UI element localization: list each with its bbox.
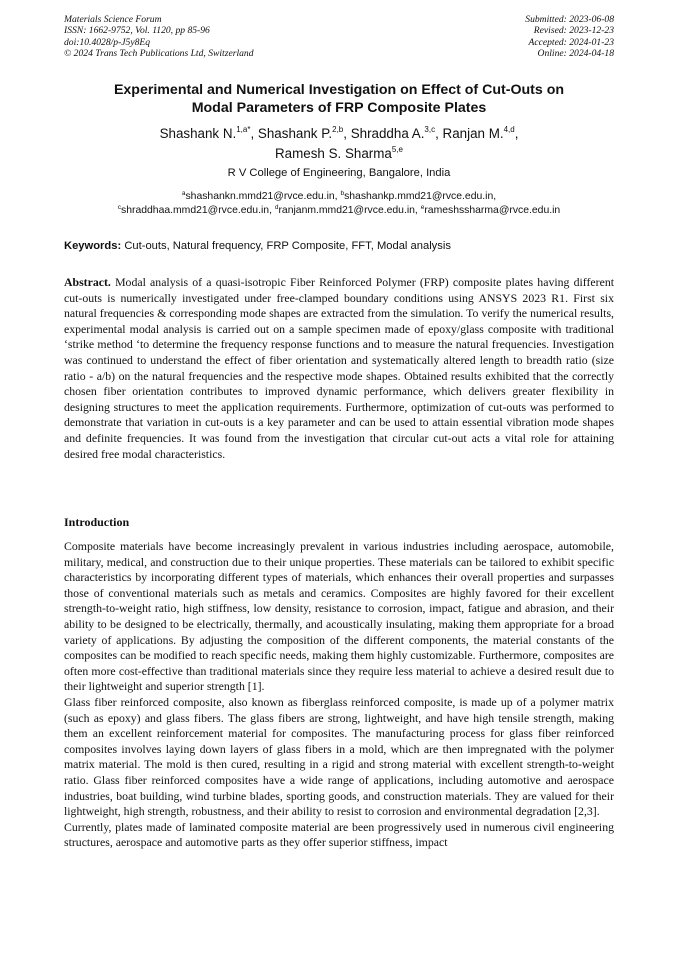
author-sup: 2,b — [332, 125, 344, 134]
date-submitted: Submitted: 2023-06-08 — [525, 14, 614, 25]
email-link[interactable]: shashankp.mmd21@rvce.edu.in — [344, 191, 494, 202]
email-link[interactable]: rameshssharma@rvce.edu.in — [424, 205, 561, 216]
author-name: Ranjan M. — [442, 126, 504, 141]
affiliation: R V College of Engineering, Bangalore, India — [227, 167, 451, 179]
abstract — [64, 275, 614, 462]
keywords — [64, 239, 616, 253]
author-name: Shashank P. — [257, 126, 333, 141]
abstract-text: Modal analysis of a quasi-isotropic Fiber Reinforced Polymer (FRP) composite plates having different cut-outs is numerically investigated under free-clamped boundary conditions using ANSYS 2023 R1. First six natural frequencies & corresponding mode shapes are extracted from the simulation. To verify the numerical results, experimental modal analysis is carried out on a sample specimen made of epoxy/glass composite with traditional ‘strike method ‘to determine the frequency response functions and to measure the natural frequencies. Investigation was continued to understand the effect of fiber orientation and systematically altered length to breadth ratio (size ratio - a/b) on the natural frequencies and the respective mode shapes. Obtained results exhibited that the correctly chosen fiber orientation contributes to improved dynamic performance, which delivers greater flexibility in designing structures to meet the application requirements. Furthermore, optimization of cut-outs was performed to demonstrate that variation in cut-outs is a key parameter and can be used to attain essential vibration mode shapes and definite frequencies. It was found from the investigation that circular cut-out acts a vital role for attaining desired free modal characteristics. — [64, 275, 615, 461]
email-line-2: $^c$shraddhaa.mmd21@rvce.edu.in, $^d$ranjanm.mmd21@rvce.edu.in, $^e$rameshssharma@rvce.edu.in — [117, 204, 561, 216]
keywords-text: Cut-outs, Natural frequency, FRP Composite, FFT, Modal analysis — [124, 240, 451, 252]
author-name: Shraddha A. — [350, 126, 425, 141]
email-link[interactable]: shraddhaa.mmd21@rvce.edu.in — [121, 205, 270, 216]
author-name: Shashank N. — [159, 126, 237, 141]
journal-issn: ISSN: 1662-9752, Vol. 1120, pp 85-96 — [64, 25, 210, 37]
introduction-body — [64, 539, 614, 851]
publication-dates — [525, 14, 614, 60]
author-line-1: Shashank N.$^{1,a*}$, Shashank P.$^{2,b}$, Shraddha A.$^{3,c}$, Ranjan M.$^{4,d}$, — [159, 125, 519, 141]
author-sup: 4,d — [503, 125, 515, 134]
journal-name: Materials Science Forum — [64, 14, 162, 25]
email-link[interactable]: shashankn.mmd21@rvce.edu.in — [185, 191, 335, 202]
date-online: Online: 2024-04-18 — [537, 48, 614, 60]
section-heading-introduction: Introduction — [64, 515, 130, 529]
paper-title — [40, 81, 638, 117]
paragraph: Glass fiber reinforced composite, also known as fiberglass reinforced composite, is made up of a polymer matrix (such as epoxy) and glass fibers. The glass fibers are strong, lightweight, and have high tensile strength, making them an excellent reinforcement material for composites. The manufacturing process for glass fiber reinforced composites involves laying down layers of glass fibers in a mold, which are then impregnated with the polymer matrix material. The mold is then cured, resulting in a rigid and strong material with excellent strength-to-weight ratio. Glass fiber reinforced composites have a wide range of applications, including automotive and aerospace industries, boat building, wind turbine blades, sporting goods, and construction materials. They are valued for their lightweight, high strength, robustness, and their ability to resist to corrosion and environmental degradation [2,3]. — [64, 694, 614, 819]
title-line-1: Experimental and Numerical Investigation on Effect of Cut-Outs on — [113, 82, 565, 98]
journal-copyright: © 2024 Trans Tech Publications Ltd, Switzerland — [64, 48, 254, 60]
date-revised: Revised: 2023-12-23 — [533, 25, 614, 37]
abstract-label: Abstract. — [64, 275, 111, 289]
email-link[interactable]: ranjanm.mmd21@rvce.edu.in — [278, 205, 415, 216]
author-line-2 — [40, 144, 638, 164]
author-emails — [40, 190, 638, 218]
author-sup: 1,a* — [236, 125, 251, 134]
paragraph: Composite materials have become increasingly prevalent in various industries including aerospace, automobile, military, medical, and construction due to their unique properties. These materials can be tailored to exhibit specific characteristics by incorporating different types of materials, which enhances their overall properties and surpasses those of conventional materials such as metals and ceramics. Composites are highly favored for their excellent strength-to-weight ratio, high stiffness, low density, resistance to corrosion, impact, fatigue and abrasion, and their ability to be designed to be electrically, thermally, and acoustically insulating, making them appropriate for a broad variety of applications. By adjusting the composition of the different components, the material constants of the composites can be modified to reach specific needs, making them highly customizable. Furthermore, composites are often more cost-effective than traditional materials since they require less material to achieve a desired result due to their lightweight and superior strength [1]. — [64, 539, 614, 694]
author-name: Ramesh S. Sharma — [275, 145, 392, 161]
title-line-2: Modal Parameters of FRP Composite Plates — [191, 100, 487, 116]
journal-info — [64, 14, 254, 60]
author-sup: 3,c — [424, 125, 436, 134]
date-accepted: Accepted: 2024-01-23 — [528, 36, 614, 48]
email-line-1: $^a$shashankn.mmd21@rvce.edu.in, $^b$shashankp.mmd21@rvce.edu.in, — [181, 190, 497, 202]
keywords-label: Keywords: — [64, 240, 122, 252]
journal-doi: doi:10.4028/p-J5y8Eq — [64, 36, 151, 48]
author-sup: 5,e — [391, 144, 403, 154]
paragraph: Currently, plates made of laminated composite material are been progressively used in numerous civil engineering structures, aerospace and automotive parts as they offer superior stiffness, impact — [64, 819, 614, 850]
author-list — [40, 124, 638, 163]
